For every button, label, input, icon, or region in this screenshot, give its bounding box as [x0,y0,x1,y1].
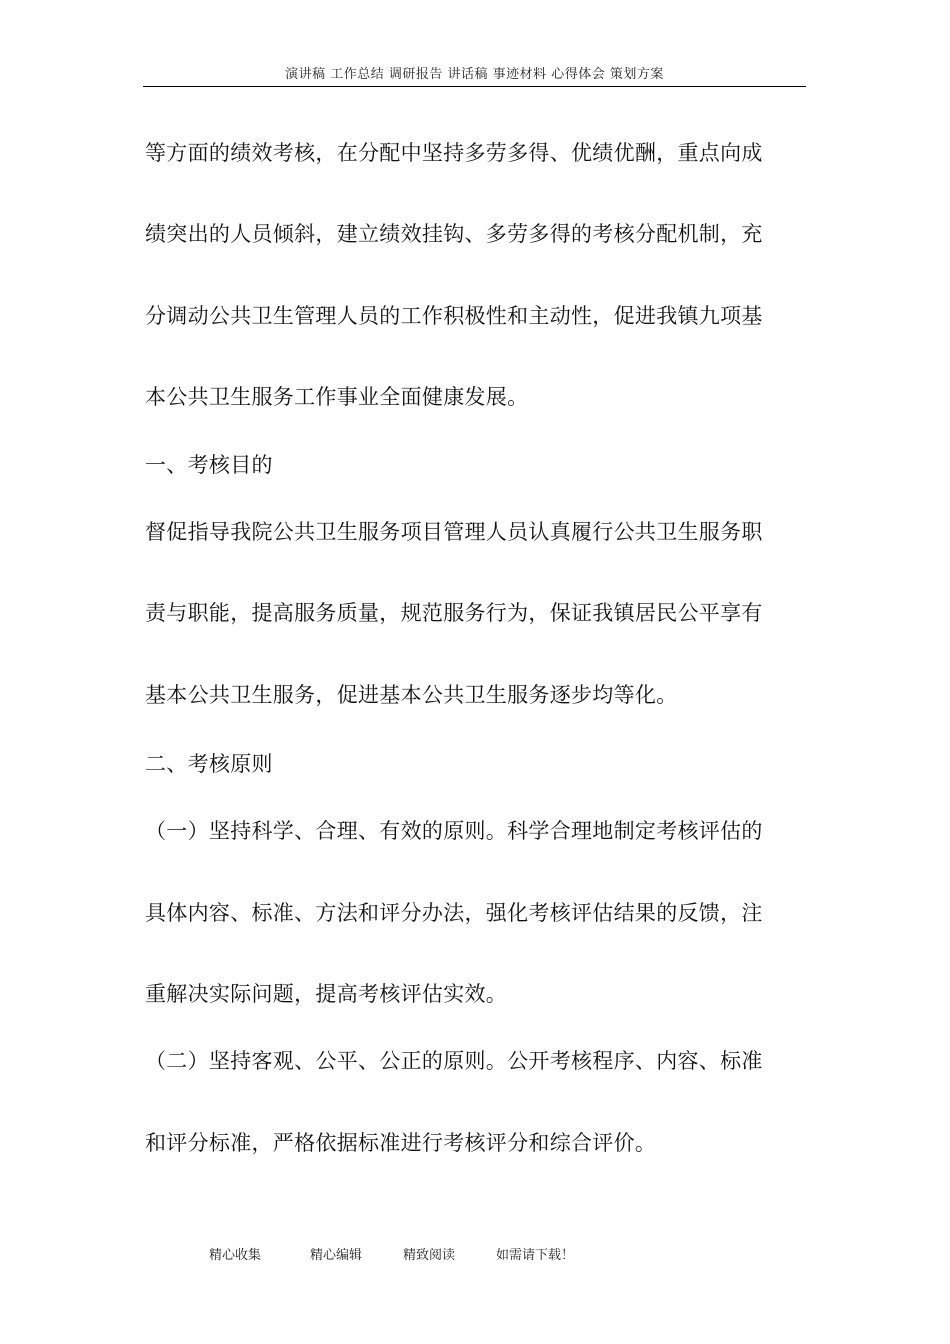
body-line: 和评分标准，严格依据标准进行考核评分和综合评价。 [145,1131,657,1155]
body-line: 基本公共卫生服务，促进基本公共卫生服务逐步均等化。 [145,683,678,707]
footer-item: 精心收集 [209,1248,262,1263]
body-line: 等方面的绩效考核，在分配中坚持多劳多得、优绩优酬，重点向成 [145,141,763,165]
body-line: 分调动公共卫生管理人员的工作积极性和主动性，促进我镇九项基 [145,304,763,328]
footer-item: 精心编辑 [310,1248,363,1263]
body-line: （一）坚持科学、合理、有效的原则。科学合理地制定考核评估的 [145,819,763,843]
footer-item: 如需请下载！ [496,1248,575,1263]
header-categories: 演讲稿 工作总结 调研报告 讲话稿 事迹材料 心得体会 策划方案 [285,67,664,82]
body-line: 重解决实际问题，提高考核评估实效。 [145,982,508,1006]
body-line: （二）坚持客观、公平、公正的原则。公开考核程序、内容、标准 [145,1049,763,1073]
footer-item: 精致阅读 [403,1248,456,1263]
body-line: 督促指导我院公共卫生服务项目管理人员认真履行公共卫生服务职 [145,520,763,544]
body-line: 责与职能，提高服务质量，规范服务行为，保证我镇居民公平享有 [145,601,763,625]
body-line: 本公共卫生服务工作事业全面健康发展。 [145,385,529,409]
section-heading: 二、考核原则 [145,752,273,776]
body-line: 具体内容、标准、方法和评分办法，强化考核评估结果的反馈，注 [145,901,763,925]
section-heading: 一、考核目的 [145,453,273,477]
page-header [143,66,806,87]
body-line: 绩突出的人员倾斜，建立绩效挂钩、多劳多得的考核分配机制，充 [145,222,763,246]
